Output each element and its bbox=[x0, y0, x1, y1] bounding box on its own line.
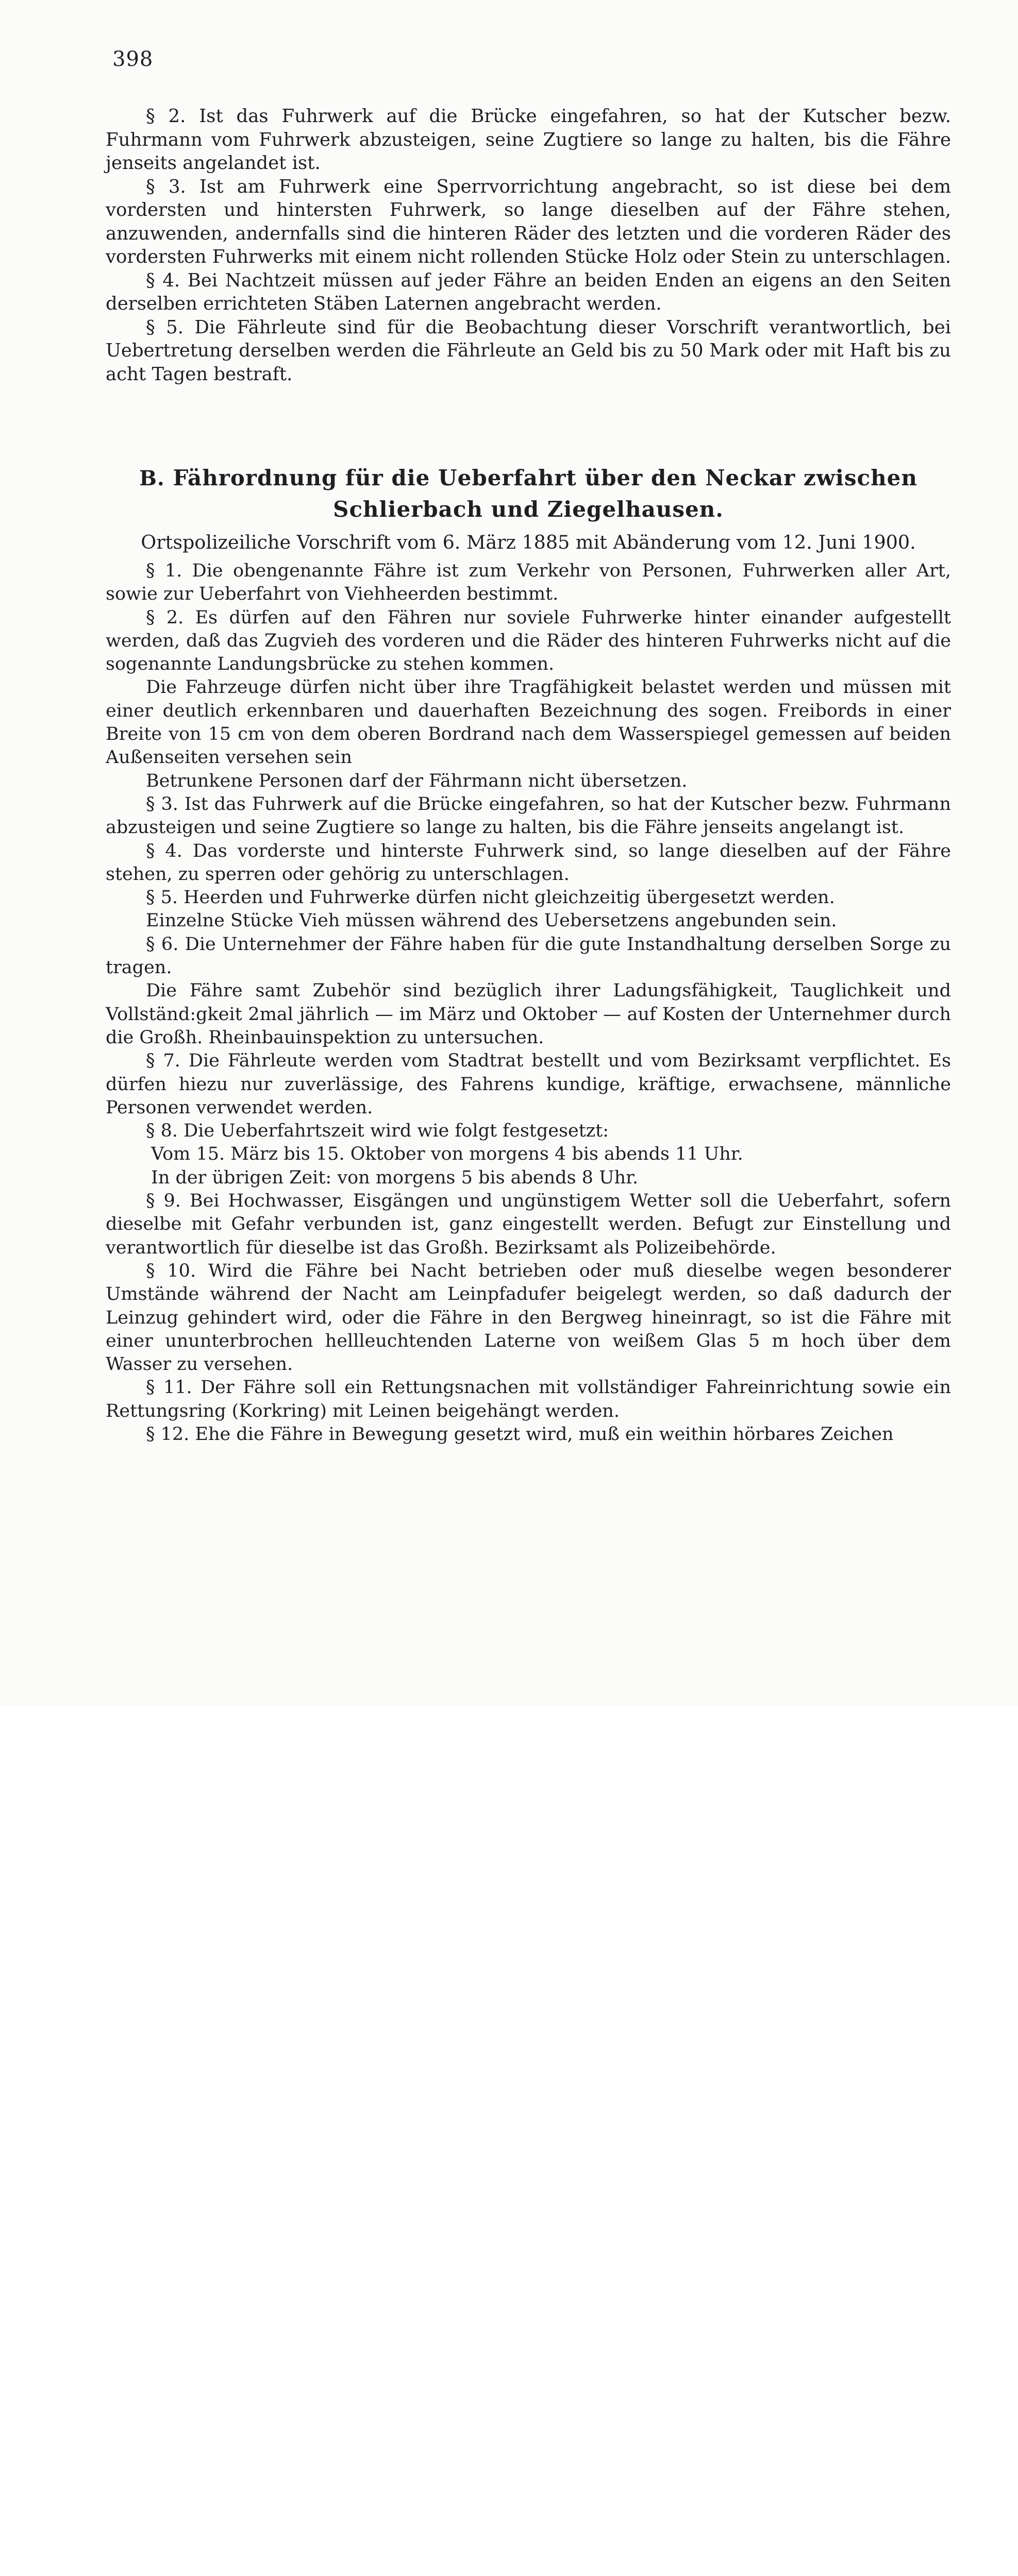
paragraph: § 2. Ist das Fuhrwerk auf die Brücke eingefahren, so hat der Kutscher bezw. Fuhrmann vom Fuhrwerk abzusteigen, seine Zugtiere so lange zu halten, bis die Fähre jenseits angelandet ist. bbox=[106, 106, 951, 174]
paragraph: § 12. Ehe die Fähre in Bewegung gesetzt wird, muß ein weithin hörbares Zeichen bbox=[146, 1423, 894, 1445]
paragraph: § 6. Die Unternehmer der Fähre haben für die gute Instandhaltung derselben Sorge zu tragen. bbox=[106, 934, 951, 978]
paragraph: § 11. Der Fähre soll ein Rettungsnachen mit vollständiger Fahreinrichtung sowie ein Rettungsring (Korkring) mit Leinen beigehängt werden. bbox=[106, 1377, 951, 1421]
paragraph: § 7. Die Fährleute werden vom Stadtrat bestellt und vom Bezirksamt verpflichtet. Es dürfen hiezu nur zuverlässige, des Fahrens kundige, kräftige, erwachsene, männliche Personen verwendet werden. bbox=[106, 1050, 951, 1118]
paragraph: Einzelne Stücke Vieh müssen während des Uebersetzens angebunden sein. bbox=[146, 910, 837, 931]
heading-title-2: Schlierbach und Ziegelhausen. bbox=[333, 497, 724, 522]
section-a-body bbox=[106, 105, 951, 386]
paragraph: § 2. Es dürfen auf den Fähren nur soviele Fuhrwerke hinter einander aufgestellt werden, daß das Zugvieh des vorderen und die Räder des hinteren Fuhrwerks nicht auf die sogenannte Landungsbrücke zu stehen kommen. bbox=[106, 607, 951, 675]
paragraph: Die Fähre samt Zubehör sind bezüglich ihrer Ladungsfähigkeit, Tauglichkeit und Vollständ:gkeit 2mal jährlich — im März und Oktober — auf Kosten der Unternehmer durch die Großh. Rheinbauinspektion zu untersuchen. bbox=[106, 980, 951, 1048]
paragraph: Die Fahrzeuge dürfen nicht über ihre Tragfähigkeit belastet werden und müssen mit einer deutlich erkennbaren und dauerhaften Bezeichnung des sogen. Freibords in einer Breite von 15 cm von dem oberen Bordrand nach dem Wasserspiegel gemessen auf beiden Außenseiten versehen sein bbox=[106, 677, 951, 768]
paragraph: Betrunkene Personen darf der Fährmann nicht übersetzen. bbox=[146, 770, 688, 791]
heading-title-1: Fährordnung für die Ueberfahrt über den Neckar zwischen bbox=[173, 465, 917, 490]
paragraph: § 5. Heerden und Fuhrwerke dürfen nicht gleichzeitig übergesetzt werden. bbox=[146, 887, 835, 908]
page-number: 398 bbox=[112, 47, 154, 71]
section-b-body bbox=[106, 560, 951, 1446]
heading-line-1 bbox=[106, 463, 951, 494]
paragraph: § 3. Ist das Fuhrwerk auf die Brücke eingefahren, so hat der Kutscher bezw. Fuhrmann abzusteigen und seine Zugtiere so lange zu halten, bis die Fähre jenseits angelangt ist. bbox=[106, 793, 951, 838]
paragraph: § 4. Bei Nachtzeit müssen auf jeder Fähre an beiden Enden an eigens an den Seiten derselben errichteten Stäben Laternen angebracht werden. bbox=[106, 269, 951, 314]
paragraph: § 9. Bei Hochwasser, Eisgängen und ungünstigem Wetter soll die Ueberfahrt, sofern dieselbe mit Gefahr verbunden ist, ganz eingestellt werden. Befugt zur Einstellung und verantwortlich für dieselbe ist das Großh. Bezirksamt als Polizeibehörde. bbox=[106, 1191, 951, 1258]
section-b-subtitle: Ortspolizeiliche Vorschrift vom 6. März 1885 mit Abänderung vom 12. Juni 1900. bbox=[141, 531, 916, 553]
footer-bar bbox=[0, 1643, 1018, 1706]
paragraph: § 1. Die obengenannte Fähre ist zum Verkehr von Personen, Fuhrwerken aller Art, sowie zur Ueberfahrt von Viehheerden bestimmt. bbox=[106, 561, 951, 605]
paragraph: § 8. Die Ueberfahrtszeit wird wie folgt festgesetzt: bbox=[146, 1121, 609, 1142]
paragraph: § 3. Ist am Fuhrwerk eine Sperrvorrichtung angebracht, so ist diese bei dem vordersten und hintersten Fuhrwerk, so lange dieselben auf der Fähre stehen, anzuwenden, andernfalls sind die hinteren Räder des letzten und die vorderen Räder des vordersten Fuhrwerks mit einem nicht rollenden Stücke Holz oder Stein zu unterschlagen. bbox=[106, 176, 951, 267]
paragraph: § 4. Das vorderste und hinterste Fuhrwerk sind, so lange dieselben auf der Fähre stehen, zu sperren oder gehörig zu unterschlagen. bbox=[106, 840, 951, 885]
section-b-heading bbox=[106, 463, 951, 525]
heading-lead: B. bbox=[139, 466, 165, 490]
paragraph: In der übrigen Zeit: von morgens 5 bis abends 8 Uhr. bbox=[151, 1167, 639, 1188]
paragraph: § 5. Die Fährleute sind für die Beobachtung dieser Vorschrift verantwortlich, bei Uebertretung derselben werden die Fährleute an Geld bis zu 50 Mark oder mit Haft bis zu acht Tagen bestraft. bbox=[106, 316, 951, 385]
paragraph: Vom 15. März bis 15. Oktober von morgens 4 bis abends 11 Uhr. bbox=[151, 1144, 743, 1165]
paragraph: § 10. Wird die Fähre bei Nacht betrieben oder muß dieselbe wegen besonderer Umstände während der Nacht am Leinpfadufer beigelegt werden, so daß dadurch der Leinzug gehindert wird, oder die Fähre in den Bergweg hineinragt, so ist die Fähre mit einer ununterbrochen hellleuchtenden Laterne von weißem Glas 5 m hoch über dem Wasser zu versehen. bbox=[106, 1260, 951, 1375]
